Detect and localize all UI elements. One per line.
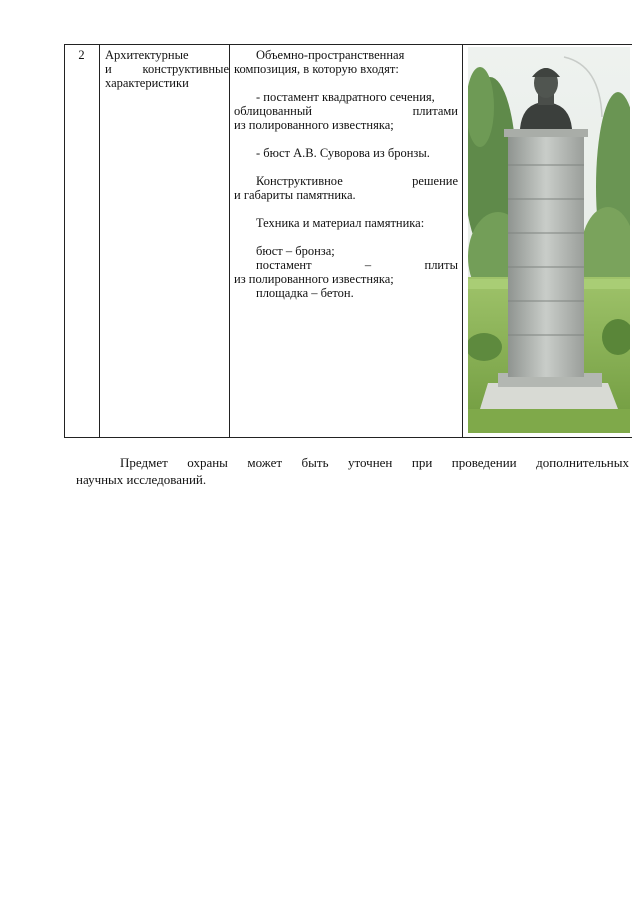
name-line: и конструктивные: [105, 62, 229, 76]
desc-text: - бюст А.В. Суворова из бронзы.: [256, 146, 430, 160]
desc-text: и габариты памятника.: [234, 188, 356, 202]
desc-text: площадка – бетон.: [256, 286, 354, 300]
desc-text: из полированного известняка;: [234, 118, 394, 132]
desc-text: Техника и материал памятника:: [256, 216, 425, 230]
table-divider: [229, 45, 230, 437]
monument-photo: [468, 47, 630, 433]
desc-text: - постамент квадратного сечения,: [256, 90, 435, 104]
desc-text: облицованный плитами: [234, 104, 458, 118]
table-divider: [99, 45, 100, 437]
row-number: 2: [78, 48, 85, 62]
name-line: характеристики: [105, 76, 189, 90]
desc-text: композиция, в которую входят:: [234, 62, 399, 76]
table-border-left: [64, 45, 65, 437]
characteristic-description: [234, 48, 458, 300]
footer-line: научных исследований.: [76, 472, 207, 487]
footer-line: Предмет охраны может быть уточнен при проведении дополнительных: [120, 455, 629, 470]
desc-text: Объемно-пространственная: [256, 48, 405, 62]
characteristic-name: [105, 48, 229, 90]
desc-text: из полированного известняка;: [234, 272, 394, 286]
footer-note: [76, 454, 629, 488]
desc-text: бюст – бронза;: [256, 244, 335, 258]
monument-table: [64, 44, 632, 438]
table-divider: [462, 45, 463, 437]
desc-text: Конструктивное решение: [256, 174, 458, 188]
name-line: Архитектурные: [105, 48, 189, 62]
desc-text: постамент – плиты: [256, 258, 458, 272]
